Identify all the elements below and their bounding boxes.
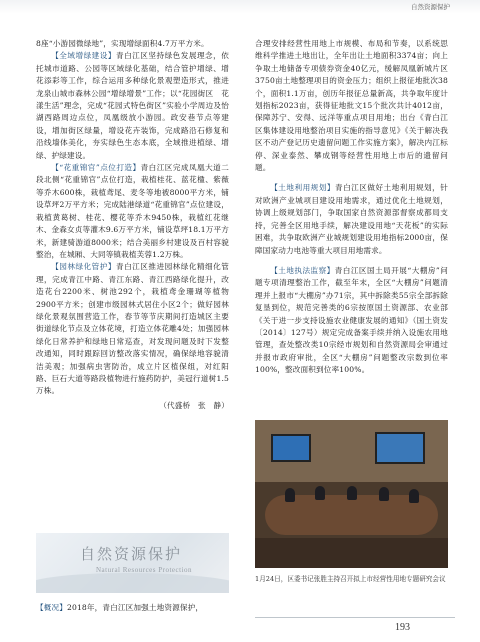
photo-person [379, 487, 389, 501]
header-bar [0, 0, 480, 14]
photo-person [315, 486, 325, 500]
section-banner [36, 533, 229, 593]
left-paragraph-0: 8座“小游园微绿地”，实现增绿面积4.7万平方米。 [36, 39, 209, 48]
left-column [36, 38, 229, 412]
section-tag: 【土地利用规划】 [270, 183, 335, 193]
banner-title: 自然资源保护 [80, 545, 183, 563]
section-tag: 【土地执法监察】 [270, 265, 335, 275]
left-paragraph-1: 【全域增绿建设】青白江区坚持绿色发展理念，依托城市道路、公园等区域绿化基础，结合管护增绿、增花添彩等工作，综合运用多种绿化景观塑造形式，推进龙泉山城市森林公园“增绿增景”工作；以“花园街区 花漾生活”理念，完成“花园式特色街区”实验小学周边及怡湖西路周边点位，凤凰级放小游园。政安巷节点等建设，增加街区绿量，增设花卉装饰，完成路沿石修复和沿线墙体美化，夯实绿色生态本底，全域推进植绿、增绿、护绿建设。 [36, 51, 229, 160]
left-paragraph-3: 【园林绿化管护】青白江区推进园林绿化精细化管理，完成青江中路、青江东路、青江西路绿化提升，改造花台2200米、树池292个，栽植鸢金珊瑚等植物2900平方米；创建市级园林式居住小区2个；做好园林绿化景观氛围营造工作，春节等节庆期间打造城区主要街道绿化节点及立体花境，打造立体花雕4处；加强园林绿化日常养护和绿地日常巡查，对发现问题及时下发整改通知，同时跟踪回访整改落实情况，确保绿地容貌清洁美观；加强病虫害防治，成立片区植保组，对红阳路、巨石大道等路段植物进行施药防护，美冠行道树1.5万株。 （代盛桥 张 静） [36, 261, 229, 412]
photo-screen [271, 434, 311, 462]
photo-screen [375, 432, 425, 464]
section-tag: 【全域增绿建设】 [51, 51, 116, 61]
overview-paragraph: 【概况】2018年，青白江区加强土地资源保护， [36, 603, 204, 612]
photo-person [347, 486, 357, 500]
author-credit: （代盛桥 张 静） [159, 400, 229, 410]
left-paragraph-2: 【“花重锦官”点位打造】青白江区完成凤凰大道二段北侧“花重锦官”点位打造，栽植桂花、蓝花楹、紫薇等乔木600株，栽植鸢尾、麦冬等地被8000平方米，铺设草坪2万平方米；完成陆港绿道“花重锦官”点位建设，栽植黄葛树、桂花、樱花等乔木9450株，栽植红花继木、金森女贞等灌木9.6万平方米，铺设草坪18.1万平方米，新建骑游道8000米；结合美丽乡村建设及百村容貌整治，在城厢、大同等镇栽植芙蓉1.2万株。 [36, 163, 229, 259]
section-tag: 【概况】 [36, 603, 67, 612]
photo-person [409, 489, 419, 503]
right-paragraph-0: 合理安排经营性用地上市规模、布局和节奏，以系统思维科学推进土地出让，全年出让土地面积3374亩；向上争取土地储备专项债券资金40亿元，缓解凤凰新城片区3750亩土地整理项目的资金压力；组织上报征地批次38个，面积1.1万亩，创历年报征总量新高，共争取年度计划指标2023亩，获得征地批文15个批次共计4012亩，保障苏宁、安得、远洋等重点项目用地；出台《青白江区集体建设用地整治项目实施的指导意见》《关于解决我区不动产登记历史遗留问题工作实施方案》，解决内江标停、深业泰然、攀成钢等经营性用地上市后的遗留问题。 [255, 39, 448, 173]
section-tag: 【园林绿化管护】 [51, 262, 116, 272]
meeting-photo [255, 420, 448, 568]
section-tag: 【“花重锦官”点位打造】 [51, 163, 141, 173]
footer-rule [255, 617, 455, 618]
right-column [255, 38, 448, 377]
photo-floor [255, 538, 448, 568]
banner-mountain-graphic [36, 573, 229, 593]
photo-caption: 1月24日，区委书记张胜主持召开拟上市经营性用地专题研究会议 [255, 575, 446, 583]
page-number: 193 [395, 622, 410, 633]
right-paragraph-2: 【土地执法监察】青白江区国土局开展“大棚房”问题专项清理整治工作，截至年末，全区“大棚房”问题清理并上报市“大棚房”办71宗，其中拆除类55宗全部拆除复垦到位，规范完善类的6宗按原国土资源部、农业部《关于进一步支持设施农业健康发展的通知》（国土资发〔2014〕127号）规定完成备案手续并纳入设施农用地管理，查处整改类10宗经市规划和自然资源局会审通过并报市政府审批，全区“大棚房”问题整改宗数到位率100%，整改面积到位率100%。 [255, 265, 448, 375]
right-paragraph-1: 【土地利用规划】青白江区做好土地利用规划，针对欧洲产业城项目建设用地需求，通过优化土地规划，协调上级规划部门，争取国家自然资源部督察成都局支持，完善全区用地手续，解决建设用地“天花板”的实际困难，共争取欧洲产业城规划建设用地指标2000亩，保障国家动力电池等重大项目用地需求。 [255, 183, 448, 255]
header-section-label: 自然资源保护 [411, 3, 450, 11]
photo-person [285, 488, 295, 502]
banner-subtitle: Natural Resources Protection [96, 566, 193, 574]
